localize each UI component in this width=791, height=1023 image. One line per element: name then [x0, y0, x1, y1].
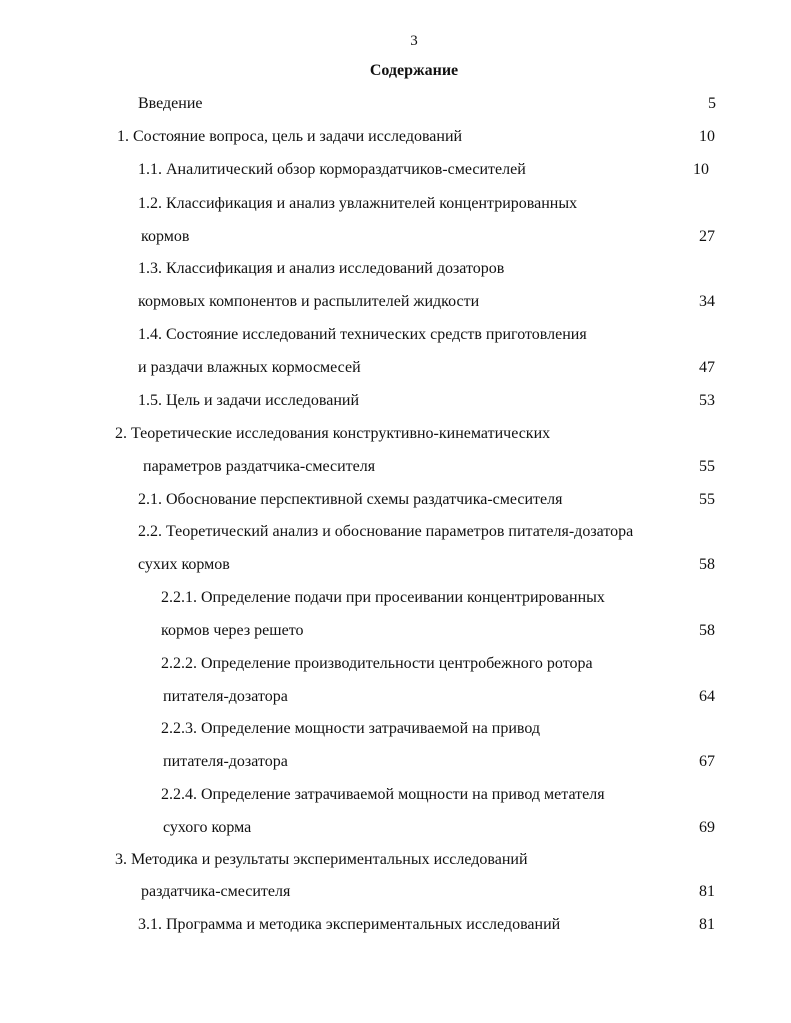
toc-entry-text: 1.3. Классификация и анализ исследований дозаторов	[138, 260, 505, 277]
toc-entry-page: 67	[699, 753, 715, 770]
toc-entry-text: раздатчика-смесителя	[141, 883, 291, 900]
toc-entry-page: 81	[699, 883, 715, 900]
toc-entry-text: 2.2.3. Определение мощности затрачиваемой на привод	[161, 720, 541, 737]
toc-entry-text: 3.1. Программа и методика экспериментальных исследований	[138, 916, 561, 933]
toc-entry-text: кормовых компонентов и распылителей жидкости	[138, 293, 480, 310]
toc-entry-text: 2.2. Теоретический анализ и обоснование параметров питателя-дозатора	[138, 523, 634, 540]
toc-entry-text: 1.1. Аналитический обзор кормораздатчиков-смесителей	[138, 161, 526, 178]
toc-entry-page: 58	[699, 622, 715, 639]
toc-entry-page: 27	[699, 228, 715, 245]
toc-entry-text: питателя-дозатора	[163, 688, 288, 705]
toc-entry-text: питателя-дозатора	[163, 753, 288, 770]
toc-entry-page: 58	[699, 556, 715, 573]
toc-entry-text: кормов через решето	[161, 622, 304, 639]
toc-entry-text: 2.2.1. Определение подачи при просеивании концентрированных	[161, 589, 605, 606]
toc-entry-text: 1.5. Цель и задачи исследований	[138, 392, 360, 409]
toc-entry-page: 10	[699, 128, 715, 145]
toc-entry-page: 34	[699, 293, 715, 310]
toc-entry-text: сухих кормов	[138, 556, 230, 573]
toc-entry-page: 53	[699, 392, 715, 409]
page-number: 3	[410, 33, 418, 49]
toc-entry-text: 1.4. Состояние исследований технических средств приготовления	[138, 326, 587, 343]
toc-entry-text: сухого корма	[163, 819, 252, 836]
toc-entry-page: 81	[699, 916, 715, 933]
toc-entry-page: 64	[699, 688, 715, 705]
toc-entry-page: 5	[708, 95, 716, 112]
toc-entry-text: параметров раздатчика-смесителя	[143, 458, 376, 475]
toc-entry-page: 55	[699, 491, 715, 508]
toc-entry-text: Введение	[138, 95, 203, 112]
toc-entry-text: 1. Состояние вопроса, цель и задачи исследований	[117, 128, 463, 145]
toc-entry-page: 47	[699, 359, 715, 376]
toc-entry-page: 69	[699, 819, 715, 836]
toc-entry-text: 2.1. Обоснование перспективной схемы раздатчика-смесителя	[138, 491, 563, 508]
toc-entry-text: 2.2.4. Определение затрачиваемой мощности на привод метателя	[161, 786, 605, 803]
toc-entry-page: 10	[693, 161, 709, 178]
toc-entry-text: 1.2. Классификация и анализ увлажнителей концентрированных	[138, 195, 578, 212]
toc-entry-text: 3. Методика и результаты экспериментальных исследований	[115, 851, 528, 868]
toc-entry-text: 2. Теоретические исследования конструктивно-кинематических	[115, 425, 551, 442]
toc-entry-page: 55	[699, 458, 715, 475]
toc-entry-text: и раздачи влажных кормосмесей	[138, 359, 361, 376]
toc-entry-text: 2.2.2. Определение производительности центробежного ротора	[161, 655, 593, 672]
page-title: Содержание	[369, 62, 459, 79]
toc-entry-text: кормов	[141, 228, 190, 245]
